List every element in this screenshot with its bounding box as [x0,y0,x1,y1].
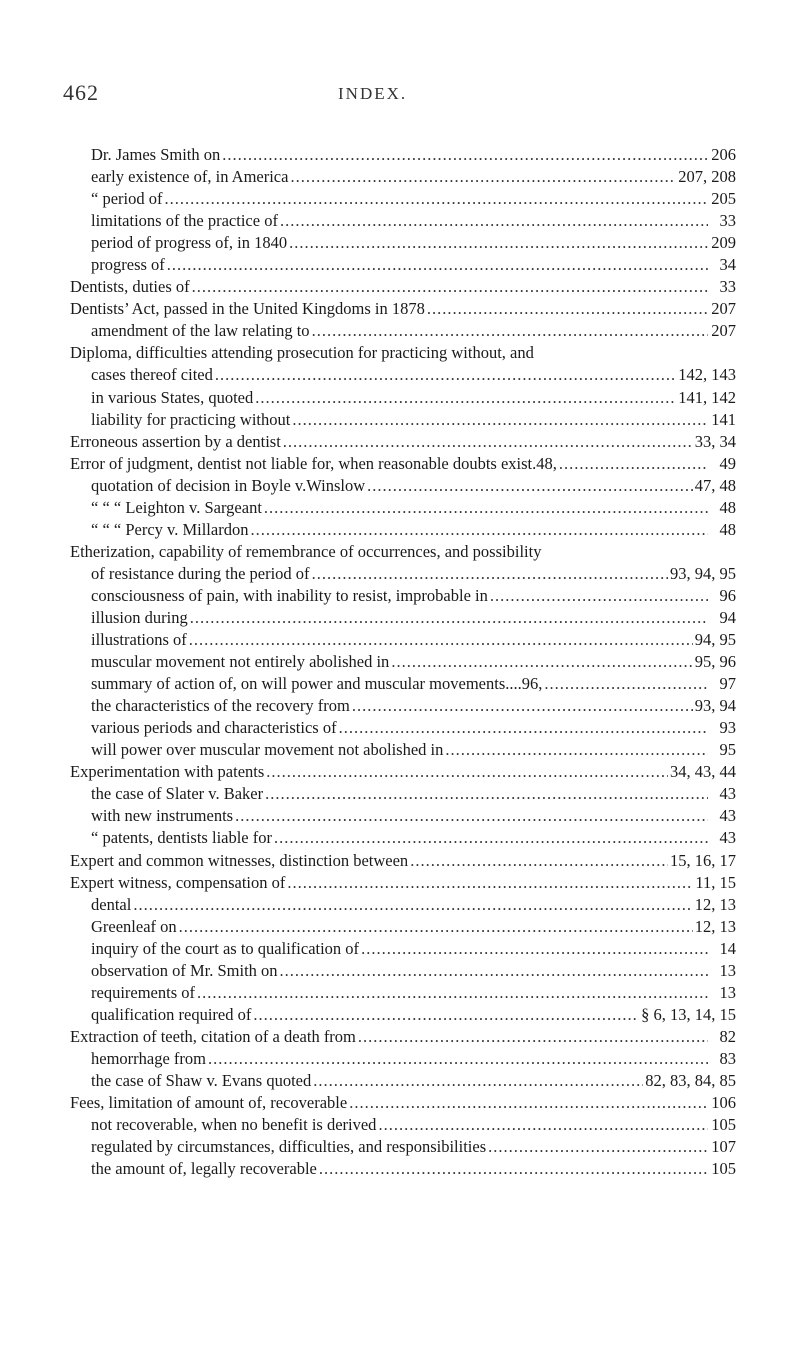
entry-text: Diploma, difficulties attending prosecution for practicing without, and [70,343,534,363]
index-entry [0,298,800,320]
dot-leader [378,1114,708,1136]
dot-leader [313,1070,643,1092]
dot-leader [255,387,676,409]
index-subentry [0,563,800,585]
entry-text: regulated by circumstances, difficulties, and responsibilities [91,1137,487,1157]
entry-text: observation of Mr. Smith on [91,960,278,980]
index-subentry [0,585,800,607]
index-subentry [0,783,800,805]
entry-text: period of progress of, in 1840 [91,233,288,253]
entry-pages: 13 [719,982,736,1002]
entry-pages: § 6, 13, 14, 15 [641,1004,736,1024]
entry-pages: 43 [719,784,736,804]
entry-pages: 43 [719,806,736,826]
dot-leader [488,1136,708,1158]
entry-text: cases thereof cited [91,365,213,385]
index-entry [0,342,800,364]
running-head: INDEX. [338,84,408,103]
index-subentry [0,210,800,232]
entry-text: will power over muscular movement not abolished in [91,740,444,760]
index-entry [0,431,800,453]
index-subentry [0,960,800,982]
index-entry [0,276,800,298]
dot-leader [490,585,708,607]
dot-leader [287,872,693,894]
entry-text: with new instruments [91,806,234,826]
dot-leader [179,916,693,938]
index-subentry [0,1048,800,1070]
dot-leader [190,607,708,629]
index-subentry [0,607,800,629]
dot-leader [410,850,668,872]
entry-pages: 43 [719,828,736,848]
entry-text: dental [91,894,132,914]
index-entry [0,1092,800,1114]
entry-pages: 12, 13 [694,916,736,936]
entry-text: the case of Slater v. Baker [91,784,264,804]
entry-text: Erroneous assertion by a dentist [70,431,281,451]
entry-text: Etherization, capability of remembrance of occurrences, and possibility [70,541,542,561]
dot-leader [290,166,676,188]
entry-text: Experimentation with patents [70,762,265,782]
dot-leader [266,761,668,783]
index-entry [0,541,800,563]
dot-leader [197,982,708,1004]
index-subentry [0,364,800,386]
index-subentry [0,695,800,717]
entry-pages: 141 [711,409,736,429]
index-subentry [0,475,800,497]
dot-leader [280,960,708,982]
entry-pages: 94 [719,607,736,627]
index-subentry [0,739,800,761]
entry-pages: 207 [711,321,736,341]
entry-pages: 93 [719,718,736,738]
entry-pages: 82, 83, 84, 85 [645,1070,736,1090]
dot-leader [292,409,708,431]
entry-pages: 94, 95 [694,630,736,650]
entry-text: “ patents, dentists liable for [91,828,272,848]
entry-text: Error of judgment, dentist not liable for, when reasonable doubts exist.48, [70,453,557,473]
entry-pages: 13 [719,960,736,980]
dot-leader [208,1048,708,1070]
entry-pages: 142, 143 [678,365,736,385]
entry-pages: 141, 142 [678,387,736,407]
index-subentry [0,144,800,166]
entry-text: quotation of decision in Boyle v.Winslow [91,475,366,495]
entry-text: Dr. James Smith on [91,145,221,164]
dot-leader [253,1004,639,1026]
index-subentry [0,387,800,409]
entry-pages: 209 [711,233,736,253]
dot-leader [349,1092,708,1114]
entry-text: Dentists’ Act, passed in the United Kingdoms in 1878 [70,299,425,319]
entry-text: “ “ “ Leighton v. Sargeant [91,497,262,517]
entry-text: summary of action of, on will power and muscular movements....96, [91,674,543,694]
entry-pages: 93, 94, 95 [670,563,736,583]
index-entry [0,453,800,475]
dot-leader [339,717,708,739]
entry-text: hemorrhage from [91,1048,206,1068]
index-subentry [0,916,800,938]
entry-text: Expert witness, compensation of [70,872,286,892]
dot-leader [445,739,708,761]
dot-leader [544,673,708,695]
entry-text: amendment of the law relating to [91,321,310,341]
entry-pages: 83 [719,1048,736,1068]
entry-text: liability for practicing without [91,409,291,429]
dot-leader [391,651,692,673]
entry-text: inquiry of the court as to qualification of [91,938,360,958]
dot-leader [312,320,708,342]
index-subentry [0,320,800,342]
entry-text: Extraction of teeth, citation of a death from [70,1026,356,1046]
entry-pages: 34 [719,255,736,275]
index-entry [0,761,800,783]
entry-pages: 106 [711,1093,736,1113]
dot-leader [559,453,708,475]
entry-text: requirements of [91,982,196,1002]
entry-text: illustrations of [91,630,187,650]
entry-pages: 93, 94 [694,696,736,716]
entry-text: Dentists, duties of [70,277,190,297]
index-subentry [0,519,800,541]
dot-leader [189,629,693,651]
index-entries [0,144,800,1180]
index-subentry [0,1114,800,1136]
index-subentry [0,166,800,188]
entry-pages: 14 [719,938,736,958]
index-subentry [0,894,800,916]
entry-text: “ period of [91,189,163,209]
index-subentry [0,232,800,254]
entry-text: Expert and common witnesses, distinction between [70,850,409,870]
dot-leader [133,894,692,916]
entry-pages: 95 [719,740,736,760]
entry-pages: 11, 15 [695,872,736,892]
dot-leader [192,276,708,298]
index-subentry [0,1158,800,1180]
index-subentry [0,497,800,519]
index-entry [0,850,800,872]
entry-text: in various States, quoted [91,387,254,407]
index-subentry [0,629,800,651]
entry-pages: 49 [719,453,736,473]
index-subentry [0,982,800,1004]
index-subentry [0,938,800,960]
dot-leader [283,431,693,453]
index-subentry [0,827,800,849]
entry-text: Greenleaf on [91,916,177,936]
entry-text: qualification required of [91,1004,252,1024]
entry-pages: 95, 96 [694,652,736,672]
dot-leader [352,695,693,717]
entry-pages: 33 [719,211,736,231]
entry-pages: 82 [719,1026,736,1046]
entry-pages: 33 [719,277,736,297]
index-subentry [0,805,800,827]
index-entry [0,1026,800,1048]
index-subentry [0,651,800,673]
dot-leader [265,783,708,805]
dot-leader [280,210,708,232]
entry-pages: 15, 16, 17 [670,850,736,870]
index-subentry [0,1070,800,1092]
entry-text: the amount of, legally recoverable [91,1159,317,1179]
dot-leader [222,144,708,166]
page-header [0,80,800,110]
page-number: 462 [63,80,99,105]
entry-text: the case of Shaw v. Evans quoted [91,1070,312,1090]
entry-pages: 33, 34 [694,431,736,451]
entry-text: not recoverable, when no benefit is derived [91,1115,377,1135]
index-entry [0,872,800,894]
entry-text: consciousness of pain, with inability to resist, improbable in [91,585,488,605]
index-subentry [0,1136,800,1158]
entry-text: illusion during [91,607,188,627]
dot-leader [274,827,708,849]
entry-text: the characteristics of the recovery from [91,696,350,716]
entry-pages: 34, 43, 44 [670,762,736,782]
entry-pages: 12, 13 [694,894,736,914]
entry-text: limitations of the practice of [91,211,278,231]
entry-pages: 48 [719,519,736,539]
dot-leader [361,938,708,960]
entry-pages: 206 [711,145,736,164]
entry-text: various periods and characteristics of [91,718,337,738]
dot-leader [312,563,668,585]
entry-text: muscular movement not entirely abolished in [91,652,390,672]
entry-pages: 96 [719,585,736,605]
entry-text: of resistance during the period of [91,563,310,583]
dot-leader [167,254,708,276]
entry-text: Fees, limitation of amount of, recoverable [70,1093,348,1113]
dot-leader [264,497,708,519]
index-subentry [0,717,800,739]
dot-leader [215,364,676,386]
entry-text: early existence of, in America [91,167,289,187]
dot-leader [319,1158,708,1180]
entry-pages: 107 [711,1137,736,1157]
entry-pages: 207 [711,299,736,319]
entry-pages: 105 [711,1115,736,1135]
dot-leader [358,1026,708,1048]
dot-leader [427,298,708,320]
entry-pages: 97 [719,674,736,694]
entry-pages: 205 [711,189,736,209]
index-subentry [0,188,800,210]
index-subentry [0,254,800,276]
entry-text: “ “ “ Percy v. Millardon [91,519,249,539]
entry-pages: 207, 208 [678,167,736,187]
entry-pages: 48 [719,497,736,517]
entry-pages: 105 [711,1159,736,1179]
entry-text: progress of [91,255,165,275]
entry-pages: 47, 48 [694,475,736,495]
index-subentry [0,1004,800,1026]
dot-leader [367,475,693,497]
dot-leader [164,188,708,210]
index-subentry [0,673,800,695]
dot-leader [235,805,708,827]
dot-leader [289,232,708,254]
dot-leader [250,519,708,541]
index-subentry [0,409,800,431]
